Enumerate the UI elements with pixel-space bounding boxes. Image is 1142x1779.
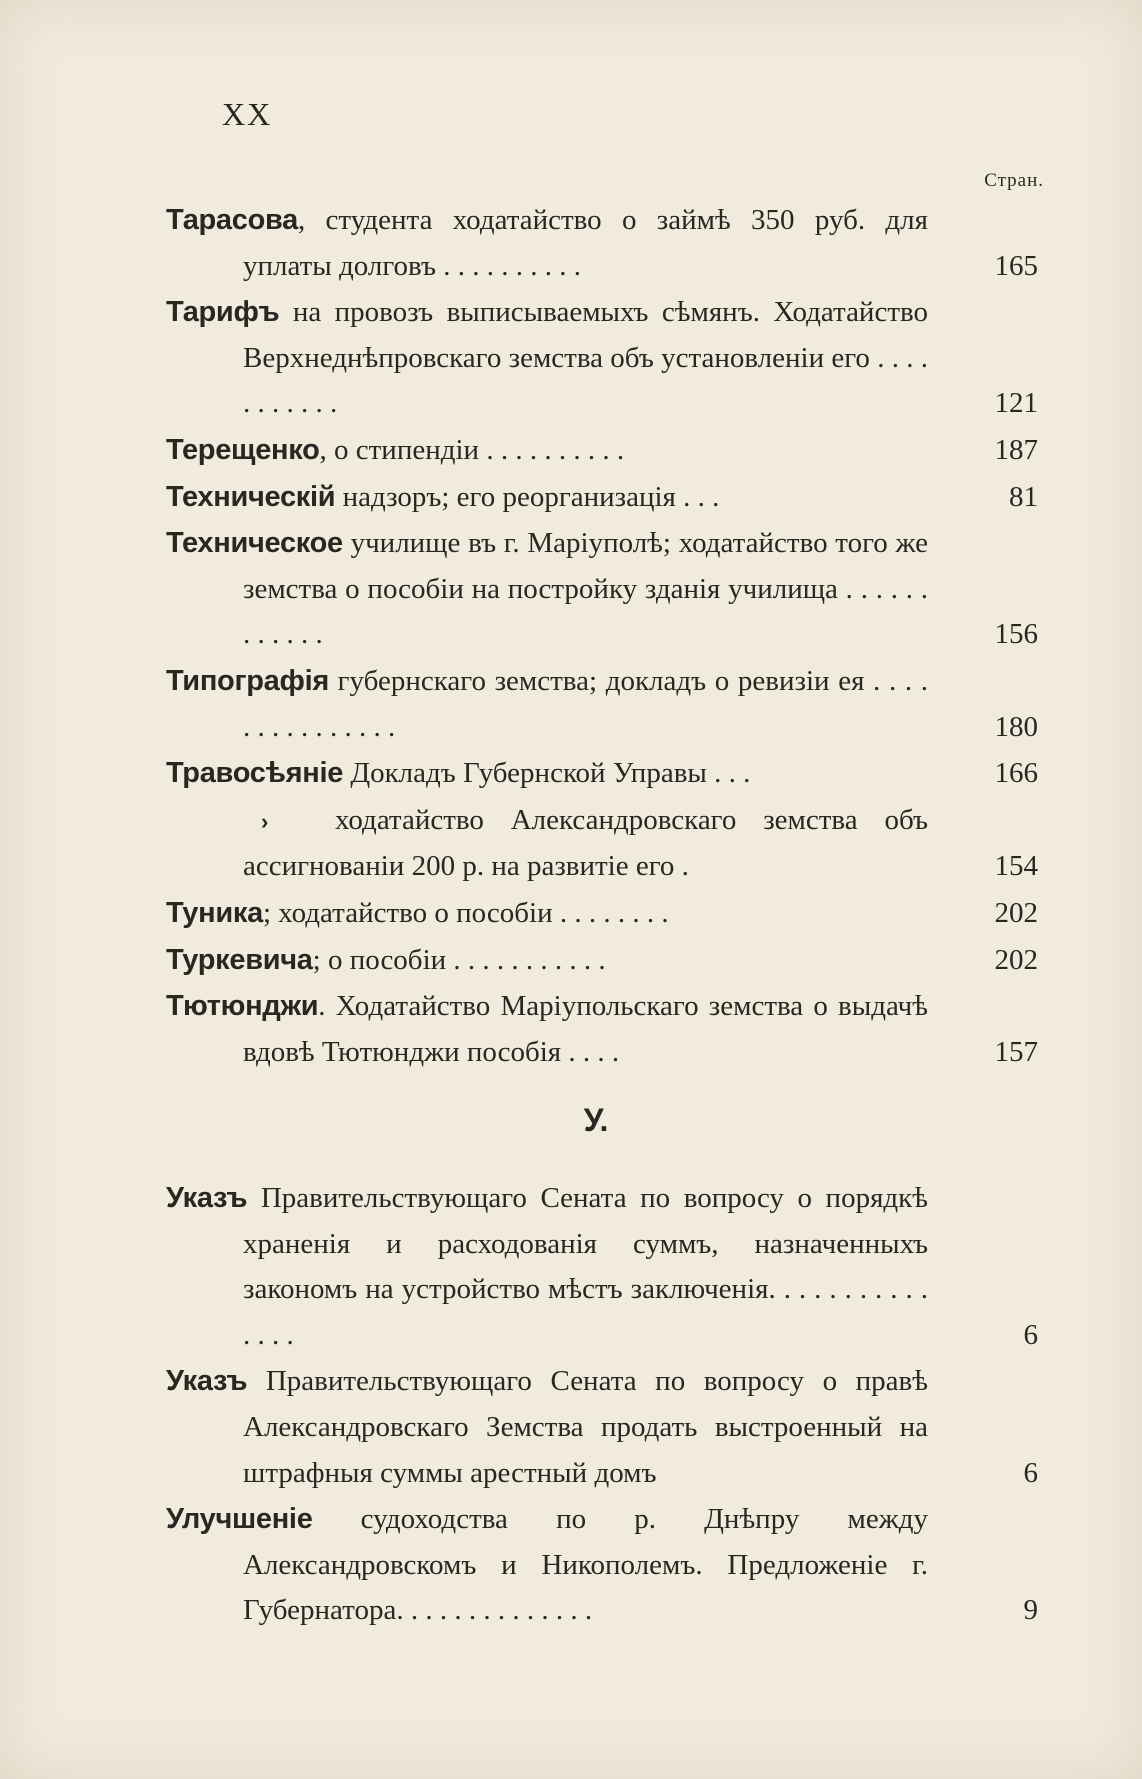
entry-headword: Техническое <box>166 527 343 560</box>
entry-description: училище въ г. Маріуполѣ; ходатайство того же земства о пособіи на постройку зданія училища . . . . . . . . . . . . <box>243 527 928 651</box>
entry-headword: Указъ <box>166 1365 248 1398</box>
entry-description: Докладъ Губернской Управы . . . <box>343 757 751 790</box>
entry-description: ; о пособіи . . . . . . . . . . . <box>312 943 606 976</box>
entry-headword: Туника <box>166 896 263 929</box>
entry-headword: Травосѣяніе <box>166 757 344 790</box>
entry-headword: Туркевича <box>166 943 313 976</box>
entry-description: , студента ходатайство о займѣ 350 руб. для уплаты долговъ . . . . . . . . . . <box>243 204 928 282</box>
entry-description: надзоръ; его реорганизація . . . <box>335 480 720 513</box>
entry-description: губернскаго земства; докладъ о ревизіи ея . . . . . . . . . . . . . . . <box>243 664 928 743</box>
entry-headword: Тютюнджи <box>166 990 319 1023</box>
index-entry <box>166 290 1038 427</box>
entry-headword: Тарасова <box>166 204 298 236</box>
index-entry <box>166 798 1038 890</box>
index-entry <box>166 938 1038 984</box>
index-entry <box>166 475 1038 521</box>
index-entry <box>166 891 1038 937</box>
entry-headword: Терещенко <box>166 433 320 466</box>
entry-description: Правительствующаго Сената по вопросу о правѣ Александровскаго Земства продать выстроенный на штрафныя суммы арестный домъ <box>243 1365 928 1489</box>
entry-description: Правительствующаго Сената по вопросу о порядкѣ храненія и расходованія суммъ, назначенныхъ закономъ на устройство мѣстъ заключенія. . . . . . . . . . . . . . . <box>243 1182 928 1351</box>
entry-page: 157 <box>994 1035 1038 1068</box>
index-list-t <box>166 198 1038 1076</box>
index-entry <box>166 1359 1038 1496</box>
entry-page: 202 <box>994 943 1038 976</box>
page-column-label: Стран. <box>984 170 1044 191</box>
entry-description: ; ходатайство о пособіи . . . . . . . . <box>262 896 669 929</box>
entry-headword: Указъ <box>166 1182 248 1214</box>
entry-description: ходатайство Александровскаго земства объ ассигнованіи 200 р. на развитіе его . <box>243 803 928 883</box>
index-entry <box>166 984 1038 1075</box>
entry-page: 6 <box>1023 1318 1038 1351</box>
index-entry <box>166 198 1038 289</box>
entry-page: 180 <box>994 710 1038 743</box>
entry-page: 121 <box>994 387 1038 420</box>
index-list-u <box>166 1176 1038 1635</box>
entry-description: . Ходатайство Маріупольскаго земства о выдачѣ вдовѣ Тютюнджи пособія . . . . <box>243 990 928 1068</box>
entry-headword: Техническій <box>166 480 336 513</box>
entry-page: 165 <box>994 249 1038 282</box>
entry-page: 166 <box>994 757 1038 790</box>
entry-page: 187 <box>994 433 1038 466</box>
page-number: XX <box>222 96 273 132</box>
entry-description: на провозъ выписываемыхъ сѣмянъ. Ходатайство Верхнеднѣпровскаго земства объ установленіи его . . . . . . . . . . . <box>243 296 928 420</box>
entry-headword: Тарифъ <box>166 296 280 329</box>
entry-page: 6 <box>1023 1456 1038 1489</box>
entry-page: 154 <box>994 850 1038 883</box>
entry-description: , о стипендіи . . . . . . . . . . <box>319 433 625 466</box>
entry-page: 9 <box>1023 1594 1038 1627</box>
index-entry <box>166 428 1038 474</box>
entry-page: 202 <box>994 896 1038 929</box>
index-entry <box>166 1176 1038 1358</box>
ditto-mark: › <box>261 808 269 834</box>
index-entry <box>166 1497 1038 1634</box>
entry-headword: Улучшеніе <box>166 1503 313 1536</box>
entry-description: судоходства по р. Днѣпру между Александровскомъ и Никополемъ. Предложеніе г. Губернатора. . . . . . . . . . . . . . <box>243 1503 928 1627</box>
entry-page: 81 <box>1009 480 1038 513</box>
index-entry <box>166 659 1038 750</box>
index-entry <box>166 751 1038 797</box>
entry-headword: Типографія <box>166 664 329 697</box>
section-letter: У. <box>583 1102 609 1138</box>
index-entry <box>166 521 1038 658</box>
entry-page: 156 <box>994 618 1038 651</box>
